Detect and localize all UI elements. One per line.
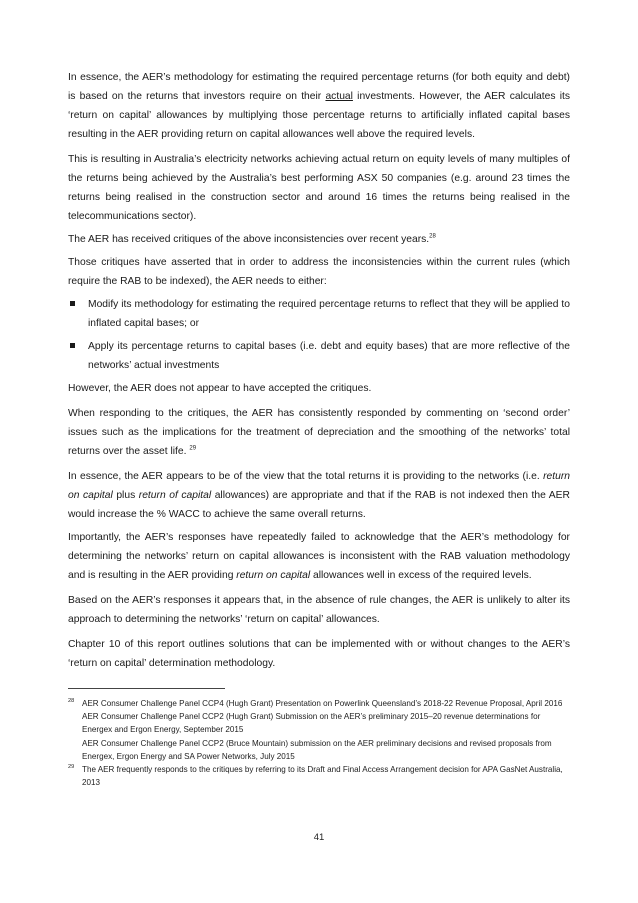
paragraph-critiques [68,230,570,249]
paragraph-text: Importantly, the AER’s responses have repeatedly failed to acknowledge that the AER’s methodology for determining the networks’ return on capital allowances is inconsistent with the RAB valuation methodology and is resulting in the AER providing [68,532,570,581]
footnote-ref-28[interactable]: 28 [429,233,436,240]
bullet-item-apply [68,337,570,375]
document-body [68,68,570,673]
footnote-divider [68,688,225,689]
bullet-list [68,295,570,375]
footnotes [68,688,570,789]
bullet-text: Apply its percentage returns to capital bases (i.e. debt and equity bases) that are more reflective of the networks’ actual investments [88,341,570,371]
footnote-number: 28 [68,698,75,704]
paragraph-total-returns [68,467,570,524]
bullet-item-modify [68,295,570,333]
paragraph-second-order [68,404,570,461]
square-bullet-icon [70,343,75,348]
footnote-line: AER Consumer Challenge Panel CCP4 (Hugh Grant) Presentation on Powerlink Queensland’s 2018-22 Revenue Proposal, April 2016 [82,699,563,708]
paragraph-not-accepted: However, the AER does not appear to have accepted the critiques. [68,383,372,394]
footnote-29 [68,763,570,789]
paragraph-text: investments. However, the AER calculates its ‘return on capital’ allowances by multiplying those percentage returns to artificially inflated capital bases resulting in the AER providing return on capital allowances well above the required levels. [68,91,571,140]
paragraph-text: allowances) are appropriate and that if the RAB is not indexed then the AER would increase the % WACC to achieve the same overall returns. [68,490,570,520]
square-bullet-icon [70,301,75,306]
paragraph-text: In essence, the AER’s methodology for estimating the required percentage returns (for both equity and debt) is based on the returns that investors require on their [68,72,570,102]
paragraph-text: In essence, the AER appears to be of the view that the total returns it is providing to the networks (i.e. [68,471,544,482]
bullet-text: Modify its methodology for estimating the required percentage returns to reflect that they will be applied to inflated capital bases; or [88,299,570,329]
paragraph-aer-methodology [68,68,570,144]
paragraph-network-returns: This is resulting in Australia’s electricity networks achieving actual return on equity levels of many multiples of the returns being achieved by the Australia’s best performing ASX 50 companies (e.g. around 23 times the returns being realised in the construction sector and around 16 times the returns being realised in the telecommunications sector). [68,154,570,222]
italic-term: return of capital [138,490,212,501]
page-number: 41 [313,832,325,843]
paragraph-importantly [68,528,570,585]
paragraph-chapter-10: Chapter 10 of this report outlines solutions that can be implemented with or without changes to the AER’s ‘return on capital’ determination methodology. [68,639,570,669]
footnote-line: The AER frequently responds to the critiques by referring to its Draft and Final Access Arrangement decision for APA GasNet Australia, 2013 [82,765,563,788]
italic-term: return on capital [68,471,570,501]
footnote-line: AER Consumer Challenge Panel CCP2 (Bruce Mountain) submission on the AER preliminary decisions and revised proposals from Energex, Ergon Energy and SA Power Networks, July 2015 [82,738,552,761]
underlined-word: actual [325,91,353,102]
italic-term: return on capital [236,570,311,581]
paragraph-text: plus [112,490,139,501]
paragraph-text: allowances well in excess of the required levels. [310,570,532,581]
paragraph-text: When responding to the critiques, the AER has consistently responded by commenting on ‘second order’ issues such as the implications for the treatment of depreciation and the smoothing of the networks’ total returns over the asset life. [68,408,570,457]
footnote-line: AER Consumer Challenge Panel CCP2 (Hugh Grant) Submission on the AER’s preliminary 2015–20 revenue determinations for Energex and Ergon Energy, September 2015 [82,712,541,735]
paragraph-critiques-assert: Those critiques have asserted that in order to address the inconsistencies within the current rules (which require the RAB to be indexed), the AER needs to either: [68,257,570,287]
paragraph-rule-changes: Based on the AER’s responses it appears that, in the absence of rule changes, the AER is unlikely to alter its approach to determining the networks’ ‘return on capital’ allowances. [68,595,570,625]
footnote-28 [68,697,570,763]
paragraph-text: The AER has received critiques of the above inconsistencies over recent years. [68,234,430,245]
footnote-ref-29[interactable]: 29 [189,445,197,452]
footnote-number: 29 [68,764,75,771]
